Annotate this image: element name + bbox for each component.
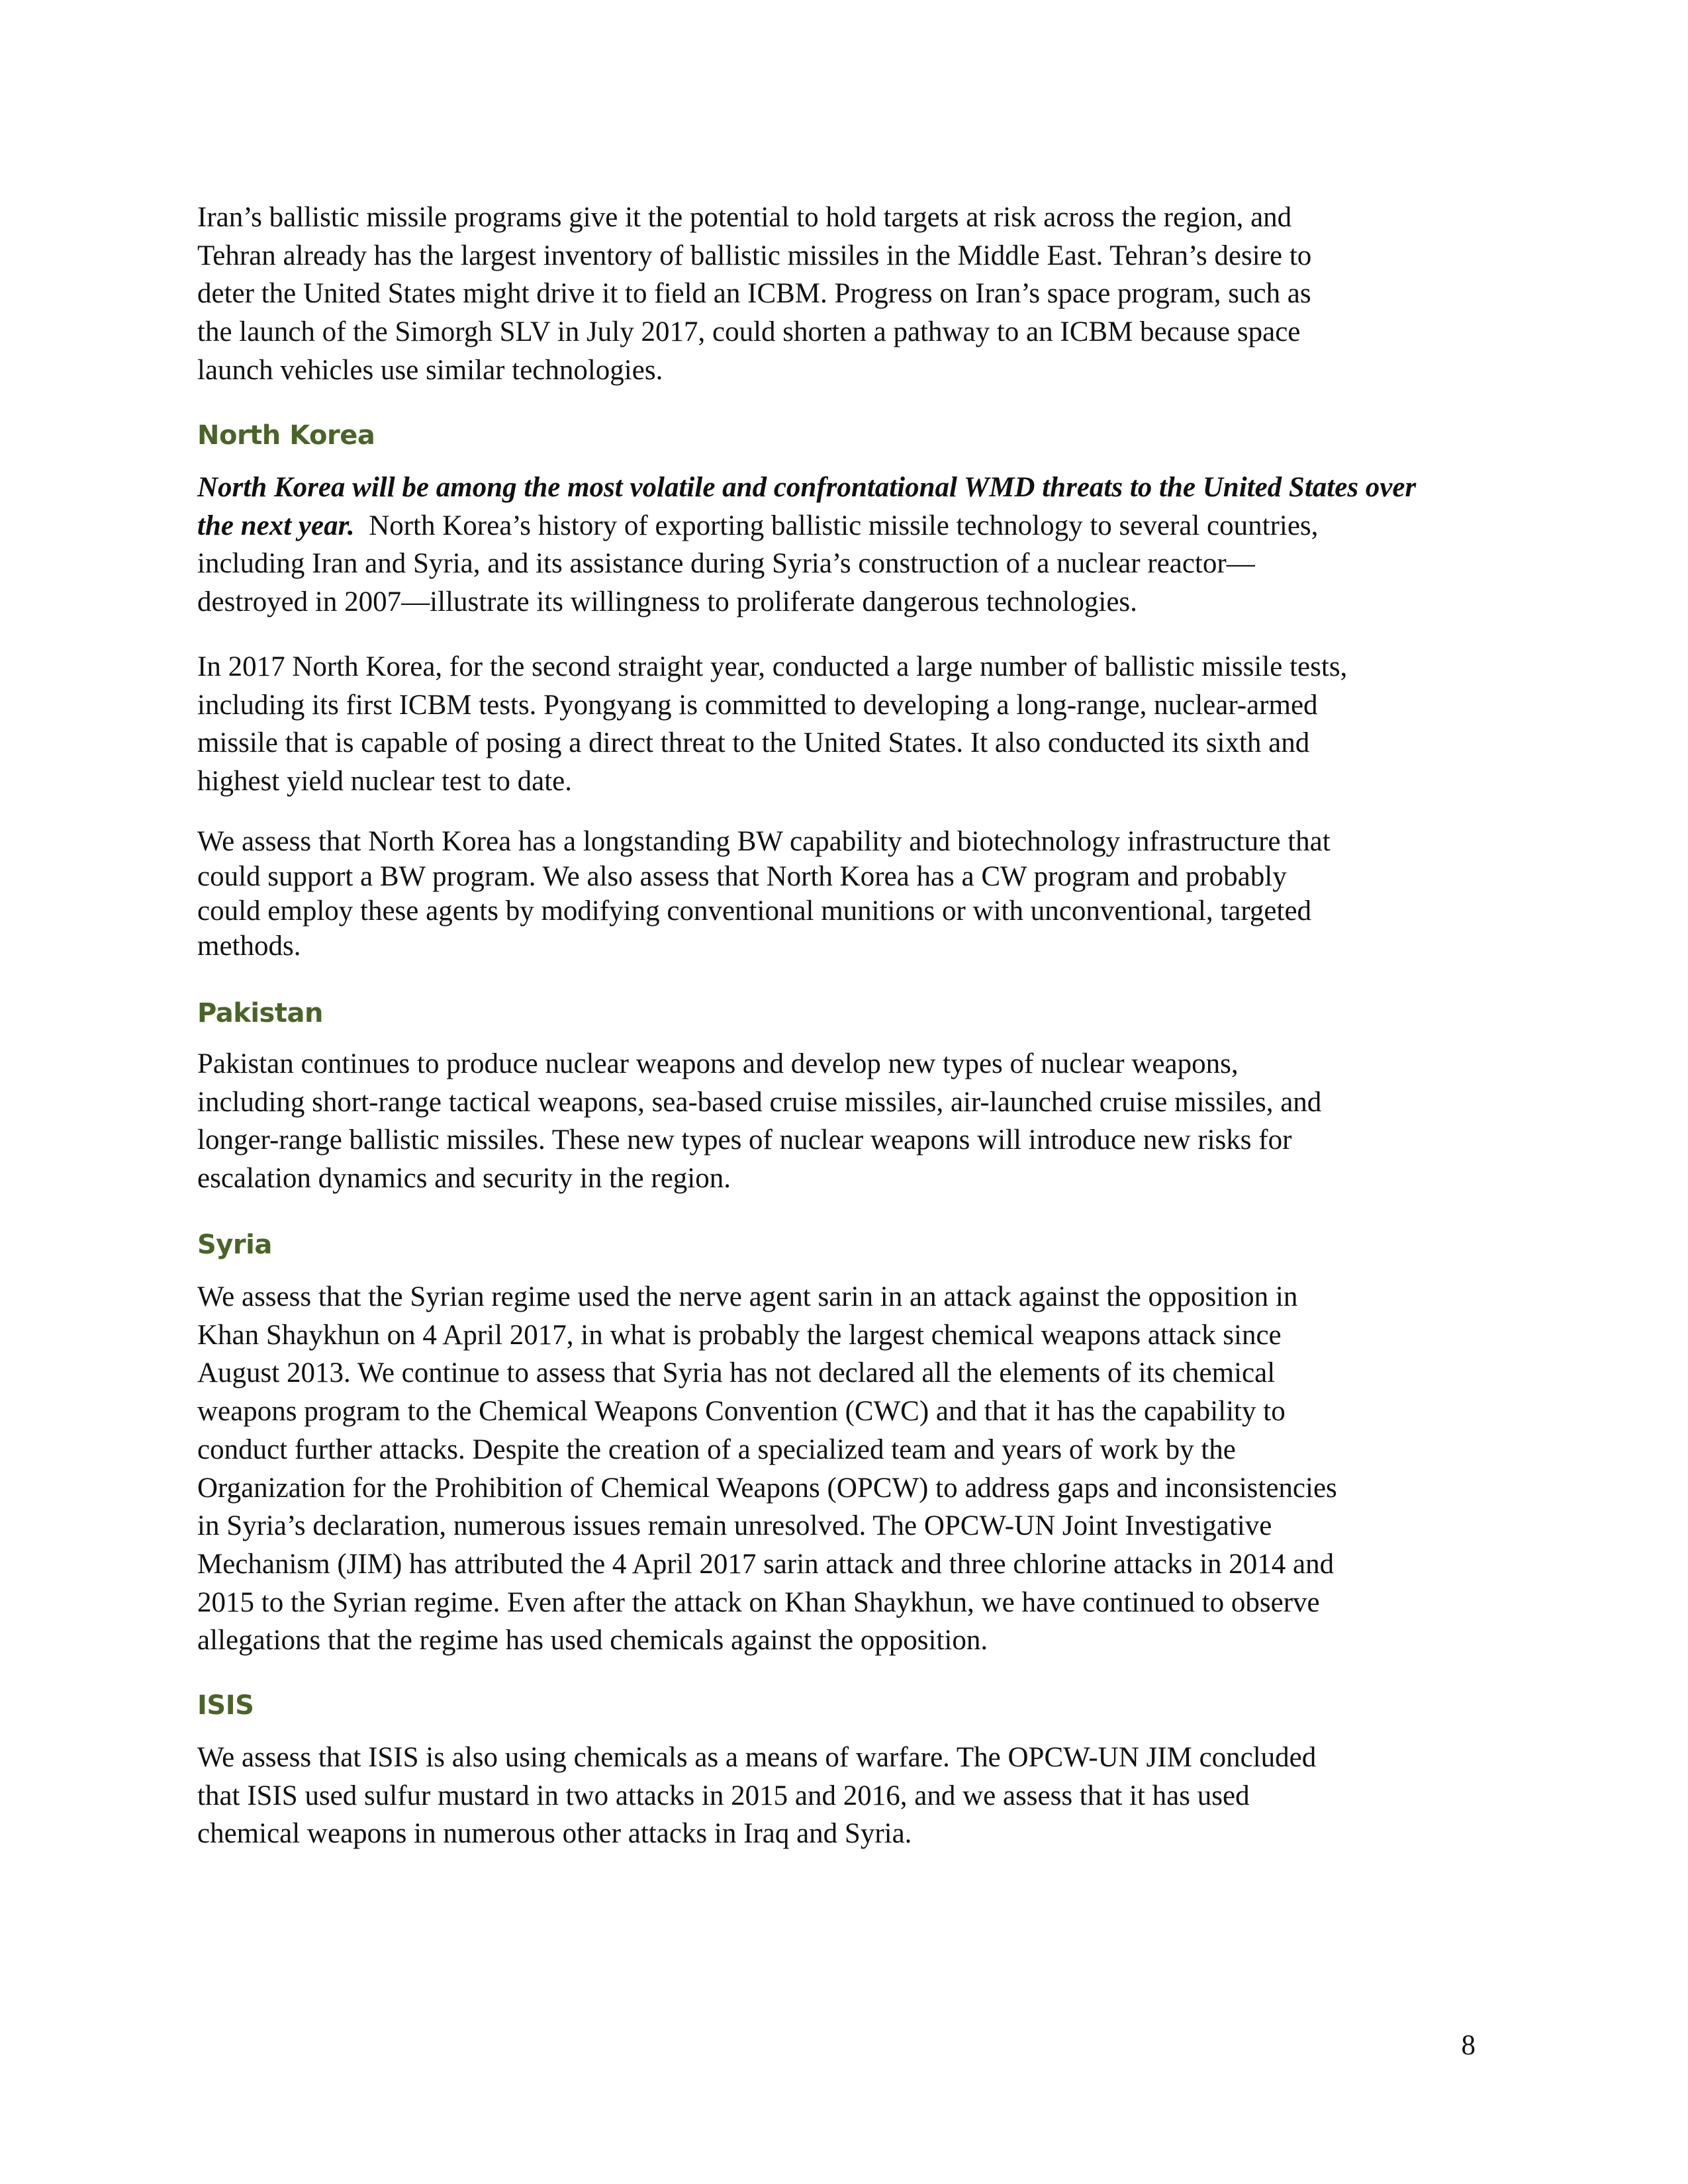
paragraph-line: In 2017 North Korea, for the second straight year, conducted a large number of ballistic missile tests,: [197, 651, 1348, 682]
paragraph-line: 2015 to the Syrian regime. Even after the attack on Khan Shaykhun, we have continued to observe: [197, 1586, 1320, 1618]
lead-continuation: North Korea’s history of exporting ballistic missile technology to several countries,: [354, 510, 1319, 541]
paragraph-line: missile that is capable of posing a direct threat to the United States. It also conducted its sixth and: [197, 727, 1310, 759]
paragraph-line: launch vehicles use similar technologies.: [197, 354, 663, 386]
paragraph-line: longer-range ballistic missiles. These new types of nuclear weapons will introduce new risks for: [197, 1124, 1292, 1156]
north-korea-lead-paragraph: [197, 469, 1495, 621]
heading-pakistan: Pakistan: [197, 998, 323, 1028]
paragraph-line: Khan Shaykhun on 4 April 2017, in what is probably the largest chemical weapons attack since: [197, 1319, 1282, 1351]
paragraph-line: Pakistan continues to produce nuclear weapons and develop new types of nuclear weapons,: [197, 1048, 1239, 1079]
north-korea-bw-cw-paragraph: [197, 825, 1495, 964]
paragraph-line: Organization for the Prohibition of Chemical Weapons (OPCW) to address gaps and inconsistencies: [197, 1472, 1337, 1504]
paragraph-line: We assess that ISIS is also using chemicals as a means of warfare. The OPCW-UN JIM concluded: [197, 1742, 1317, 1773]
isis-paragraph: [197, 1739, 1495, 1853]
paragraph-line: could employ these agents by modifying conventional munitions or with unconventional, targeted: [197, 895, 1312, 927]
paragraph-line: destroyed in 2007—illustrate its willingness to proliferate dangerous technologies.: [197, 586, 1137, 618]
paragraph-line: escalation dynamics and security in the region.: [197, 1163, 731, 1195]
paragraph-line: highest yield nuclear test to date.: [197, 766, 572, 797]
paragraph-line: including Iran and Syria, and its assistance during Syria’s construction of a nuclear reactor—: [197, 548, 1255, 580]
heading-isis: ISIS: [197, 1690, 254, 1721]
paragraph-line: August 2013. We continue to assess that Syria has not declared all the elements of its chemical: [197, 1357, 1276, 1389]
paragraph-line: chemical weapons in numerous other attacks in Iraq and Syria.: [197, 1818, 912, 1850]
paragraph-line: could support a BW program. We also assess that North Korea has a CW program and probably: [197, 860, 1287, 892]
paragraph-line: the launch of the Simorgh SLV in July 2017, could shorten a pathway to an ICBM because space: [197, 316, 1301, 348]
paragraph-line: We assess that North Korea has a longstanding BW capability and biotechnology infrastructure that: [197, 826, 1331, 857]
syria-paragraph: [197, 1278, 1495, 1660]
paragraph-line: Tehran already has the largest inventory of ballistic missiles in the Middle East. Tehran’s desire to: [197, 240, 1312, 271]
paragraph-line: Iran’s ballistic missile programs give it the potential to hold targets at risk across the region, and: [197, 202, 1292, 233]
lead-sentence-end: the next year.: [197, 510, 355, 541]
paragraph-line: We assess that the Syrian regime used the nerve agent sarin in an attack against the opposition in: [197, 1281, 1298, 1312]
paragraph-line: in Syria’s declaration, numerous issues remain unresolved. The OPCW-UN Joint Investigative: [197, 1510, 1272, 1542]
paragraph-line: methods.: [197, 931, 301, 962]
iran-missile-paragraph: [197, 199, 1495, 390]
page-number: 8: [1461, 2030, 1476, 2061]
paragraph-line: allegations that the regime has used chemicals against the opposition.: [197, 1625, 988, 1657]
paragraph-line: conduct further attacks. Despite the creation of a specialized team and years of work by the: [197, 1433, 1236, 1465]
paragraph-line: including short-range tactical weapons, sea-based cruise missiles, air-launched cruise missiles, and: [197, 1086, 1322, 1118]
north-korea-missile-tests-paragraph: [197, 648, 1495, 801]
paragraph-line: including its first ICBM tests. Pyongyang is committed to developing a long-range, nuclear-armed: [197, 689, 1318, 721]
paragraph-line: Mechanism (JIM) has attributed the 4 April 2017 sarin attack and three chlorine attacks in 2014 and: [197, 1548, 1335, 1580]
paragraph-line: deter the United States might drive it to field an ICBM. Progress on Iran’s space program, such as: [197, 278, 1311, 310]
pakistan-paragraph: [197, 1045, 1495, 1198]
heading-north-korea: North Korea: [197, 420, 375, 451]
paragraph-line: weapons program to the Chemical Weapons Convention (CWC) and that it has the capability to: [197, 1396, 1286, 1428]
heading-syria: Syria: [197, 1230, 272, 1260]
lead-sentence: North Korea will be among the most volatile and confrontational WMD threats to the United States over: [197, 472, 1417, 503]
paragraph-line: that ISIS used sulfur mustard in two attacks in 2015 and 2016, and we assess that it has used: [197, 1780, 1250, 1811]
